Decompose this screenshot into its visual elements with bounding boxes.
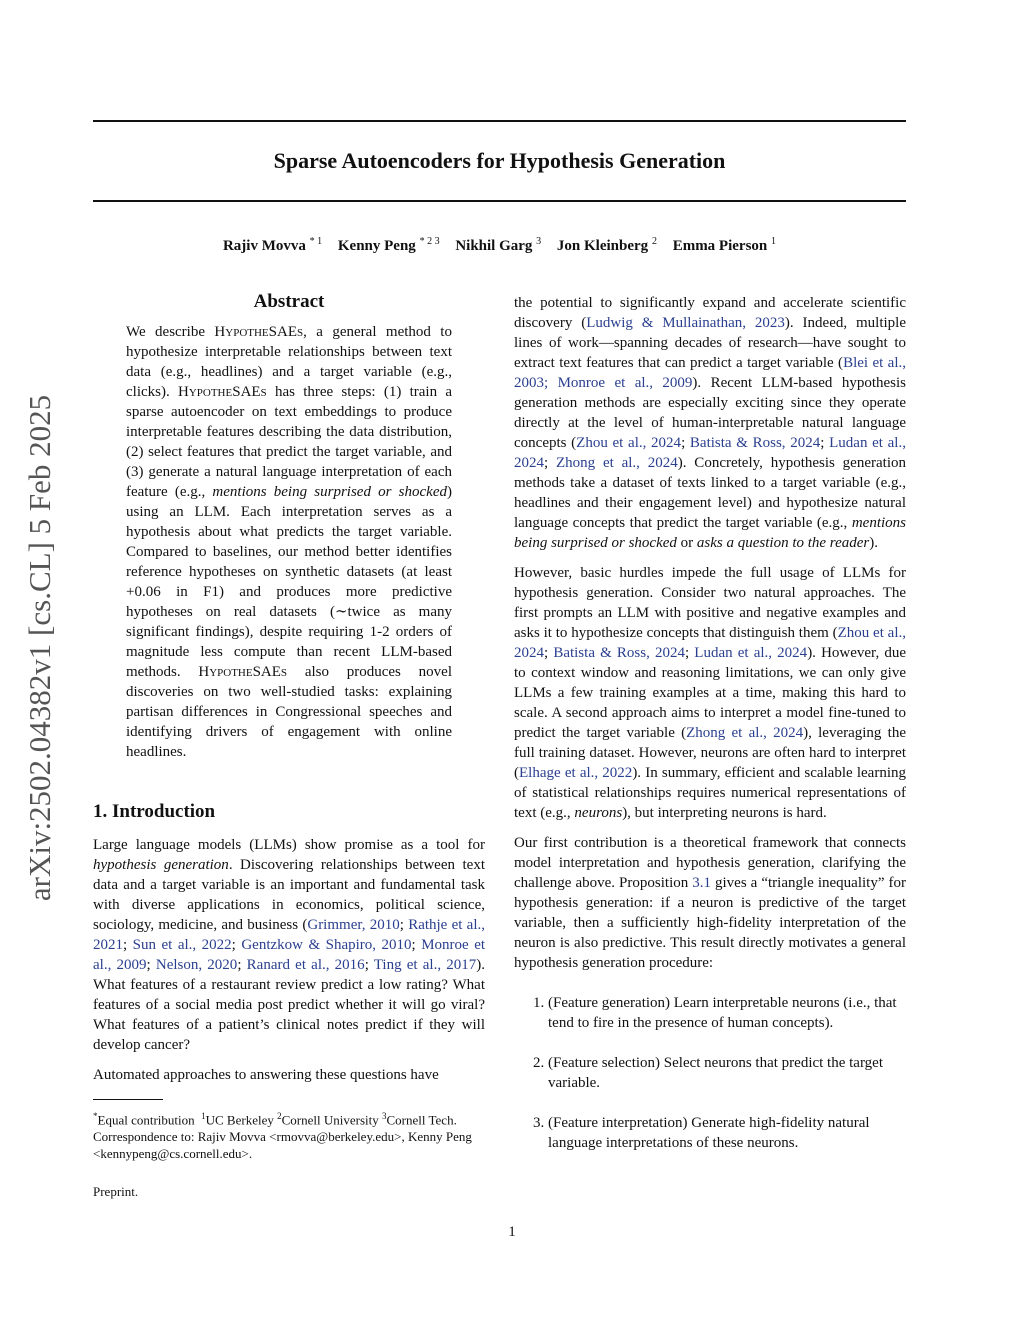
method-name: HypotheSAEs xyxy=(198,664,288,680)
author-affiliation-marks: 2 xyxy=(651,236,657,247)
intro-paragraph: Automated approaches to answering these questions have xyxy=(93,1067,439,1083)
author-name: Jon Kleinberg xyxy=(556,238,649,254)
citation-link[interactable]: Zhong et al., 2024 xyxy=(555,455,678,471)
cross-reference-link[interactable]: 3.1 xyxy=(692,875,711,891)
author xyxy=(455,238,541,254)
procedure-steps-list xyxy=(514,993,906,1153)
left-column xyxy=(93,292,485,1202)
title-top-rule xyxy=(93,120,906,122)
abstract-heading: Abstract xyxy=(253,291,325,312)
author xyxy=(673,238,776,254)
author-affiliation-marks: * 2 3 xyxy=(419,236,440,247)
preprint-note: Preprint. xyxy=(93,1184,139,1200)
author-affiliation-marks: 3 xyxy=(536,236,542,247)
right-column xyxy=(514,293,906,1173)
citation-link[interactable]: Blei et al., 2003; Monroe et al., 2009 xyxy=(514,355,906,391)
method-name: HypotheSAEs xyxy=(178,384,267,400)
body-paragraph: However, basic hurdles impede the full usage of LLMs for hypothesis generation. Consider two natural approaches. The first prompts an LLM with positive and negative examples and asks it to hypothesize concepts that distinguish them (Zhou et al., 2024; Batista & Ross, 2024; Ludan et al., 2024). However, due to context window and reasoning limitations, we can only give LLMs a few training examples at a time, making this hard to scale. A second approach aims to interpret a model fine-tuned to predict the target variable (Zhong et al., 2024), leveraging the full training dataset. However, neurons are often hard to interpret (Elhage et al., 2022). In summary, efficient and scalable learning of statistical relationships requires numerical representations of text (e.g., neurons), but interpreting neurons is hard. xyxy=(514,565,906,821)
citation-link[interactable]: Zhou et al., 2024 xyxy=(576,435,682,451)
author-affiliation-marks: 1 xyxy=(771,236,777,247)
citation-link[interactable]: Nelson, 2020 xyxy=(155,957,238,973)
author-affiliation-marks: * 1 xyxy=(309,236,323,247)
arxiv-identifier-stamp: arXiv:2502.04382v1 [cs.CL] 5 Feb 2025 xyxy=(22,394,57,902)
citation-link[interactable]: Ludan et al., 2024 xyxy=(694,645,808,661)
citation-link[interactable]: Ranard et al., 2016 xyxy=(246,957,365,973)
author-name: Rajiv Movva xyxy=(222,238,306,254)
title-bottom-rule xyxy=(93,200,906,202)
procedure-step: 3. (Feature interpretation) Generate high-fidelity natural language interpretations of these neurons. xyxy=(548,1113,906,1153)
citation-link[interactable]: Gentzkow & Shapiro, 2010 xyxy=(241,937,412,953)
method-name: HypotheSAEs xyxy=(214,324,304,340)
citation-link[interactable]: Monroe et al., 2009 xyxy=(93,937,486,973)
author xyxy=(338,238,440,254)
citation-link[interactable]: Batista & Ross, 2024 xyxy=(689,435,821,451)
procedure-step: 2. (Feature selection) Select neurons that predict the target variable. xyxy=(548,1053,906,1093)
footnote: *Equal contribution $^1$UC Berkeley $^2$Cornell University $^3$Cornell Tech. Correspondence to: Rajiv Movva <rmovva@berkeley.edu>, Kenny Peng <kennypeng@cs.cornell.edu>. xyxy=(93,1111,472,1162)
citation-link[interactable]: Batista & Ross, 2024 xyxy=(553,645,685,661)
citation-link[interactable]: Ting et al., 2017 xyxy=(373,957,477,973)
body-paragraph: Our first contribution is a theoretical framework that connects model interpretation and hypothesis generation, clarifying the challenge above. Proposition 3.1 gives a “triangle inequality” for hypothesis generation: if a neuron is predictive of the target variable, then a sufficiently high-fidelity interpretation of the neuron is also predictive. This result directly motivates a general hypothesis generation procedure: xyxy=(514,835,906,971)
author xyxy=(557,238,657,254)
author-name: Nikhil Garg xyxy=(455,238,533,254)
citation-link[interactable]: Zhou et al., 2024 xyxy=(514,625,906,661)
author-name: Emma Pierson xyxy=(672,238,768,254)
citation-link[interactable]: Sun et al., 2022 xyxy=(132,937,232,953)
body-paragraph: the potential to significantly expand and accelerate scientific discovery (Ludwig & Mullainathan, 2023). Indeed, multiple lines of work—spanning decades of research—have sought to extract text features that can predict a target variable (Blei et al., 2003; Monroe et al., 2009). Recent LLM-based hypothesis generation methods are especially exciting since they operate directly at the level of human-interpretable natural language concepts (Zhou et al., 2024; Batista & Ross, 2024; Ludan et al., 2024; Zhong et al., 2024). Concretely, hypothesis generation methods take a dataset of texts linked to a target variable (e.g., headlines and their engagement level) and hypothesize natural language concepts that predict the target variable (e.g., mentions being surprised or shocked or asks a question to the reader). xyxy=(514,295,906,551)
footnote-rule xyxy=(93,1099,163,1100)
paper-title: Sparse Autoencoders for Hypothesis Generation xyxy=(273,148,726,173)
procedure-step: 1. (Feature generation) Learn interpretable neurons (i.e., that tend to fire in the presence of human concepts). xyxy=(548,993,906,1033)
citation-link[interactable]: Ludan et al., 2024 xyxy=(514,435,906,471)
citation-link[interactable]: Grimmer, 2010 xyxy=(307,917,400,933)
intro-paragraph: Large language models (LLMs) show promise as a tool for hypothesis generation. Discovering relationships between text data and a target variable is an important and fundamental task with diverse applications in economics, political science, sociology, medicine, and business (Grimmer, 2010; Rathje et al., 2021; Sun et al., 2022; Gentzkow & Shapiro, 2010; Monroe et al., 2009; Nelson, 2020; Ranard et al., 2016; Ting et al., 2017). What features of a restaurant review predict a low rating? What features of a social media post predict whether it will go viral? What features of a patient’s clinical notes predict if they will develop cancer? xyxy=(93,837,486,1053)
section-heading-introduction: 1. Introduction xyxy=(93,801,216,822)
author-list xyxy=(93,236,906,255)
citation-link[interactable]: Elhage et al., 2022 xyxy=(519,765,633,781)
citation-link[interactable]: Ludwig & Mullainathan, 2023 xyxy=(586,315,785,331)
citation-link[interactable]: Zhong et al., 2024 xyxy=(686,725,804,741)
page-number: 1 xyxy=(508,1224,516,1240)
abstract-text: We describe HypotheSAEs, a general method to hypothesize interpretable relationships between text data (e.g., headlines) and a target variable (e.g., clicks). HypotheSAEs has three steps: (1) train a sparse autoencoder on text embeddings to produce interpretable features describing the data distribution, (2) select features that predict the target variable, and (3) generate a natural language interpretation of each feature (e.g., mentions being surprised or shocked) using an LLM. Each interpretation serves as a hypothesis about what predicts the target variable. Compared to baselines, our method better identifies reference hypotheses on synthetic datasets (at least +0.06 in F1) and produces more predictive hypotheses on real datasets (∼twice as many significant findings), despite requiring 1-2 orders of magnitude less compute than recent LLM-based methods. HypotheSAEs also produces novel discoveries on two well-studied tasks: explaining partisan differences in Congressional speeches and identifying drivers of engagement with online headlines. xyxy=(126,324,453,760)
author-name: Kenny Peng xyxy=(337,238,416,254)
author xyxy=(223,238,322,254)
citation-link[interactable]: Rathje et al., 2021 xyxy=(93,917,486,953)
